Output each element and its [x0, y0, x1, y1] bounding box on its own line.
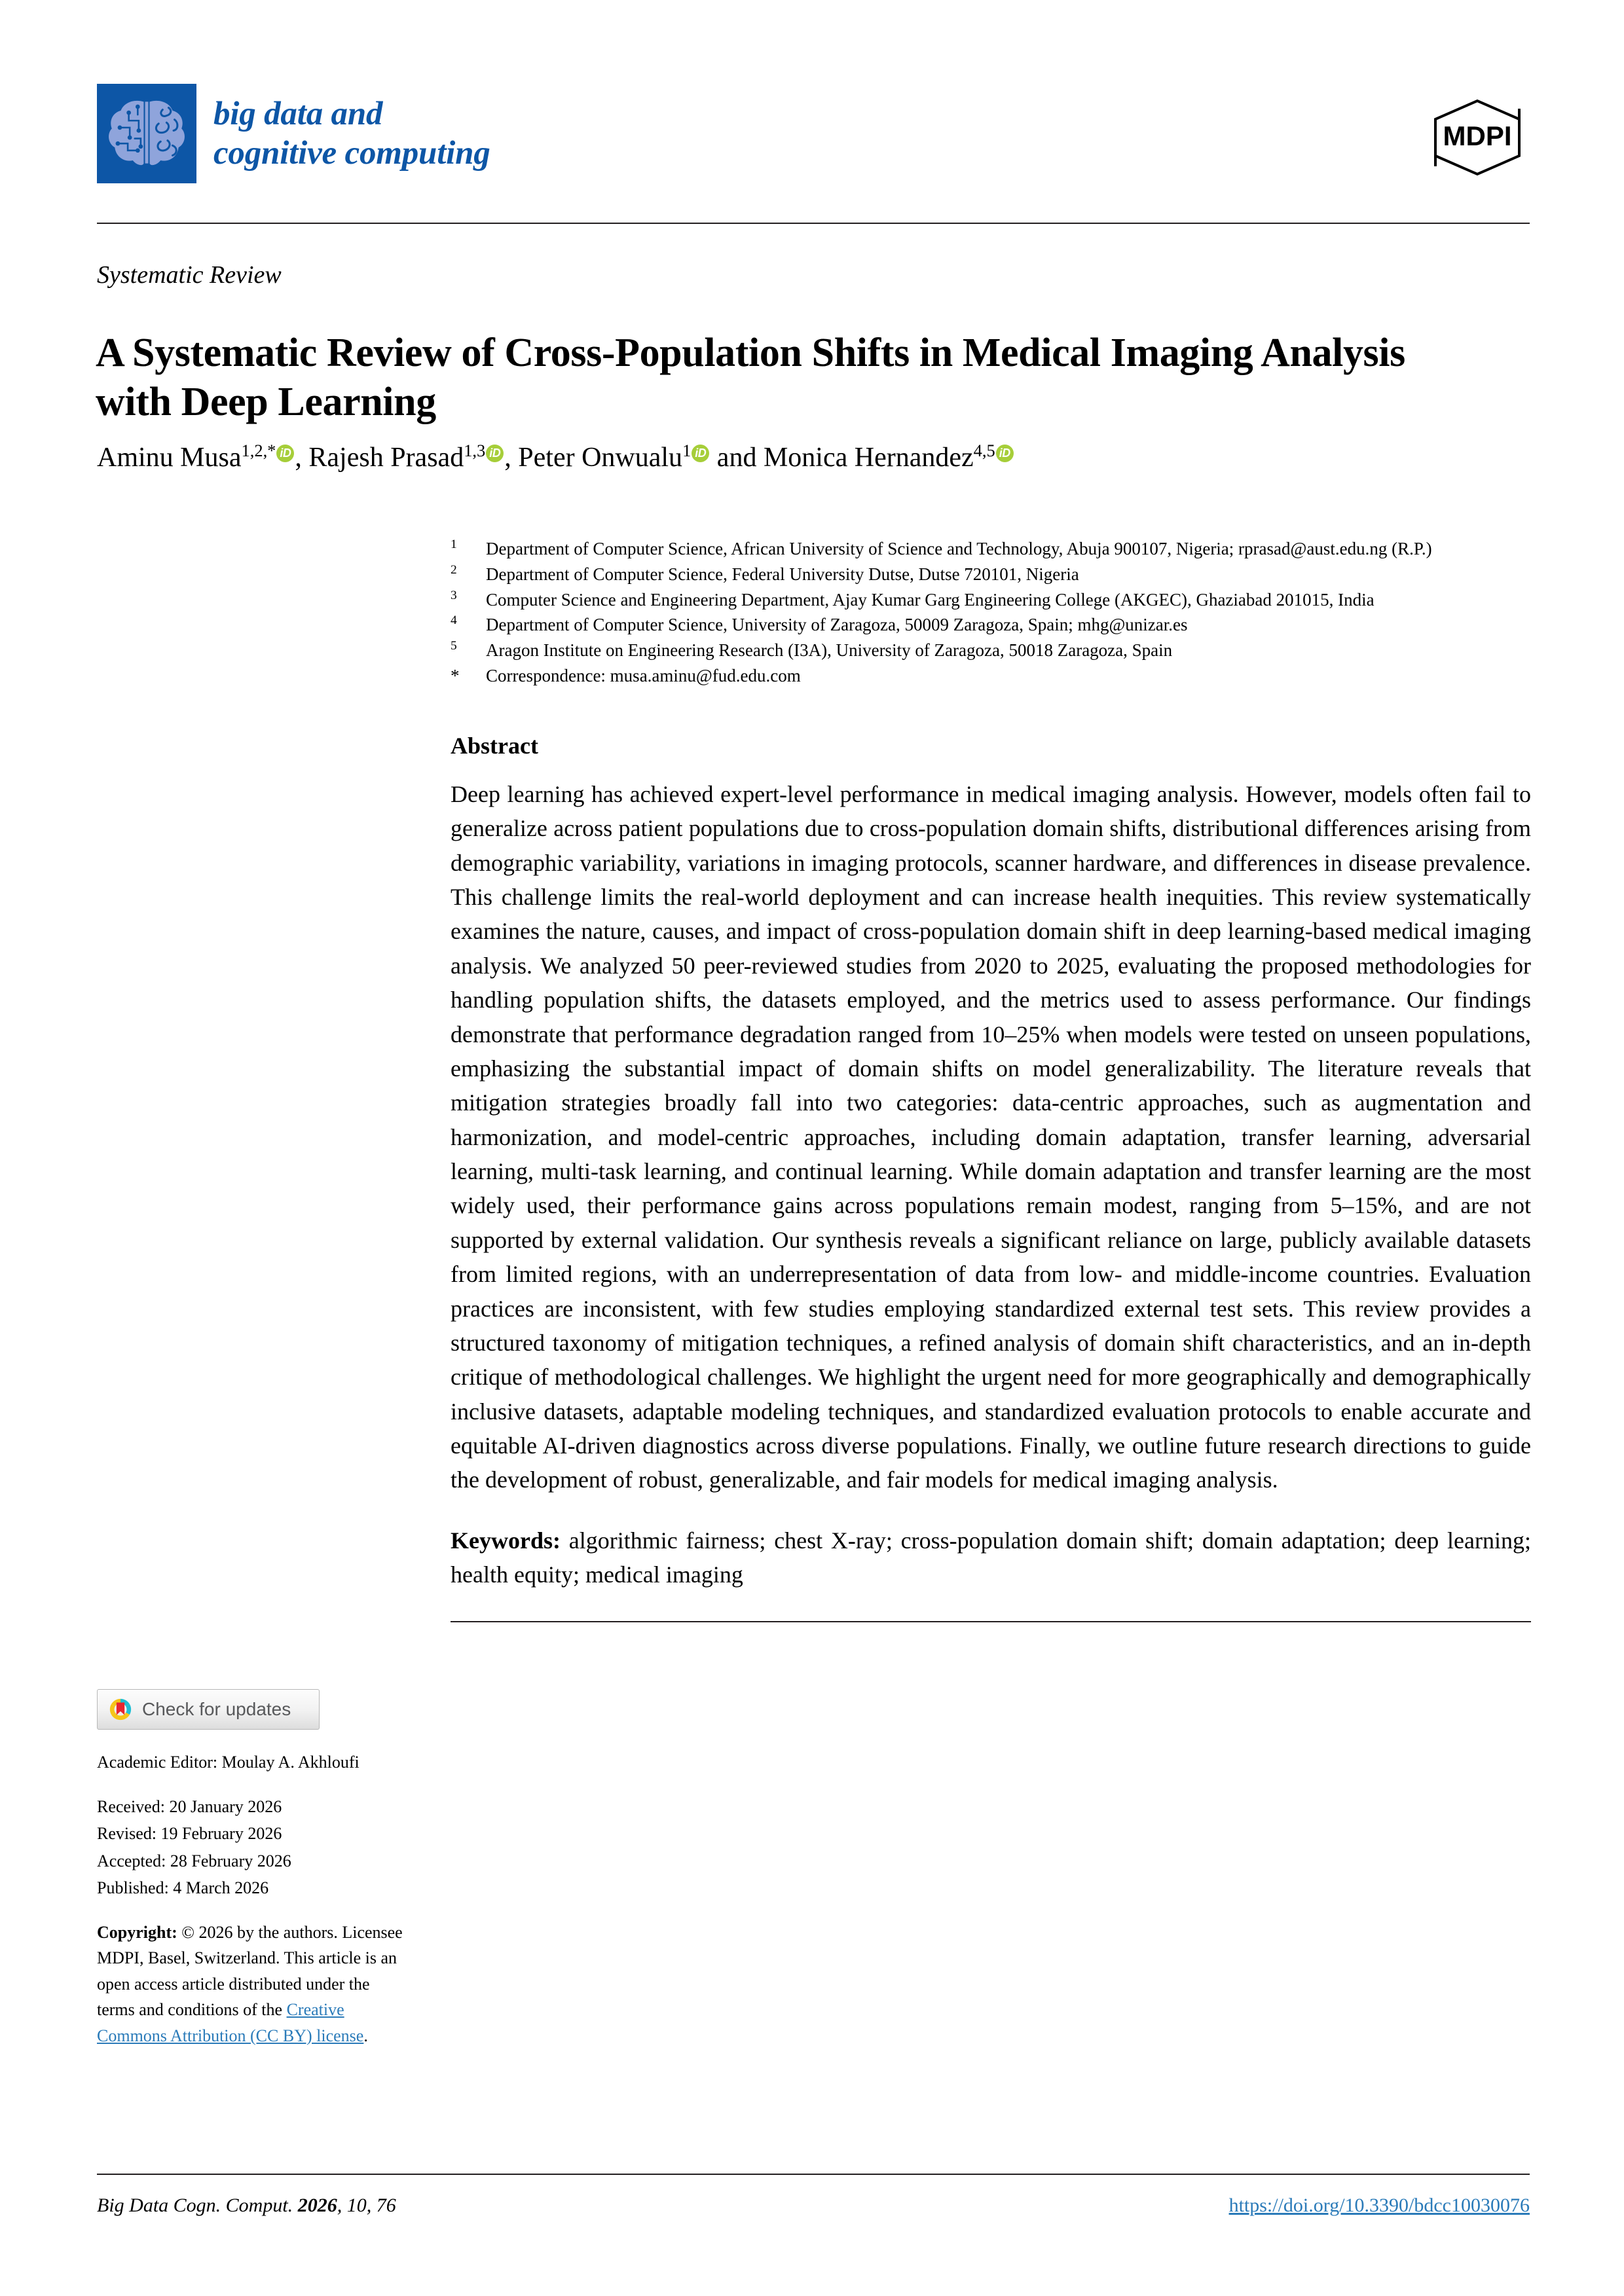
- correspondence-item: [451, 664, 1531, 689]
- affiliation-text: Computer Science and Engineering Department, Ajay Kumar Garg Engineering College (AKGEC), Ghaziabad 201015, India: [486, 589, 1375, 610]
- affiliation-item: [451, 562, 1531, 587]
- affiliation-item: [451, 537, 1531, 562]
- footer-divider: [97, 2174, 1530, 2175]
- correspondence-marker: *: [451, 665, 460, 685]
- orcid-icon[interactable]: iD: [276, 445, 294, 462]
- article-type-label: Systematic Review: [97, 261, 282, 289]
- page-title: A Systematic Review of Cross-Population Shifts in Medical Imaging Analysis with Deep Learning: [96, 330, 1405, 424]
- author-affil-sup: 4,5: [973, 441, 995, 460]
- affiliation-text: Department of Computer Science, University of Zaragoza, 50009 Zaragoza, Spain; mhg@unizar.es: [486, 615, 1188, 635]
- affiliation-marker: 3: [451, 588, 457, 602]
- journal-title: [213, 94, 490, 173]
- correspondence-text: Correspondence: musa.aminu@fud.edu.com: [486, 665, 801, 685]
- journal-title-line2: cognitive computing: [213, 135, 490, 172]
- main-column: [451, 537, 1531, 1622]
- crossmark-icon: [108, 1697, 133, 1722]
- keywords-divider: [451, 1621, 1531, 1622]
- affiliation-text: Department of Computer Science, African University of Science and Technology, Abuja 900107, Nigeria; rprasad@aust.edu.ng (R.P.): [486, 539, 1432, 558]
- author-separator: ,: [295, 443, 309, 473]
- author-entry: [97, 443, 295, 473]
- copyright-notice: [97, 1920, 405, 2049]
- affiliation-marker: 2: [451, 562, 457, 577]
- received-date: Received: 20 January 2026: [97, 1796, 282, 1816]
- abstract-text: Deep learning has achieved expert-level performance in medical imaging analysis. However, models often fail to generalize across patient populations due to cross-population domain shifts, distributional differences arising from demographic variability, variations in imaging protocols, scanner hardware, and differences in disease prevalence. This challenge limits the real-world deployment and can increase health inequities. This review systematically examines the nature, causes, and impact of cross-population domain shift in deep learning-based medical imaging analysis. We analyzed 50 peer-reviewed studies from 2020 to 2025, evaluating the proposed methodologies for handling population shifts, the datasets employed, and the metrics used to assess performance. Our findings demonstrate that performance degradation ranged from 10–25% when models were tested on unseen populations, emphasizing the substantial impact of domain shifts on model generalizability. The literature reveals that mitigation strategies broadly fall into two categories: data-centric approaches, such as augmentation and harmonization, and model-centric approaches, including domain adaptation, transfer learning, adversarial learning, multi-task learning, and continual learning. While domain adaptation and transfer learning are the most widely used, their performance gains across populations remain modest, ranging from 5–15%, and are not supported by external validation. Our synthesis reveals a significant reliance on large, publicly available datasets from limited regions, with an underrepresentation of data from low- and middle-income countries. Evaluation practices are inconsistent, with few studies employing standardized external test sets. This review provides a structured taxonomy of mitigation techniques, a refined analysis of domain shift characteristics, and an in-depth critique of methodological challenges. We highlight the urgent need for more geographically and demographically inclusive datasets, adaptable modeling techniques, and standardized evaluation protocols to enable accurate and equitable AI-driven diagnostics across diverse populations. Finally, we outline future research directions to guide the development of robust, generalizable, and fair models for medical imaging analysis.: [451, 780, 1531, 1493]
- orcid-icon[interactable]: iD: [996, 445, 1014, 462]
- revised-date: Revised: 19 February 2026: [97, 1824, 282, 1844]
- keywords-block: [451, 1523, 1531, 1592]
- author-entry: [308, 443, 504, 473]
- copyright-tail: .: [363, 2026, 368, 2045]
- orcid-icon[interactable]: iD: [692, 445, 709, 462]
- affiliation-marker: 5: [451, 639, 457, 653]
- author-separator: and: [710, 443, 764, 473]
- orcid-icon[interactable]: iD: [486, 445, 504, 462]
- affiliation-item: [451, 638, 1531, 663]
- author-name: Rajesh Prasad: [308, 443, 464, 473]
- journal-citation: [97, 2195, 396, 2217]
- affiliation-list: [451, 537, 1531, 689]
- author-name: Aminu Musa: [97, 443, 242, 473]
- journal-title-line1: big data and: [213, 95, 383, 132]
- author-name: Peter Onwualu: [518, 443, 683, 473]
- citation-prefix: Big Data Cogn. Comput.: [97, 2195, 298, 2216]
- affiliation-item: [451, 613, 1531, 638]
- author-list: [97, 440, 1530, 476]
- author-affil-sup: 1: [682, 441, 692, 460]
- brain-logo-icon: [97, 84, 196, 183]
- copyright-text: © 2026 by the authors. Licensee MDPI, Basel, Switzerland. This article is an open access article distributed under the terms and conditions of the: [97, 1922, 403, 2020]
- affiliation-text: Aragon Institute on Engineering Research (I3A), University of Zaragoza, 50018 Zaragoza, Spain: [486, 640, 1173, 661]
- mdpi-logo-icon: [1425, 96, 1530, 179]
- author-entry: [518, 443, 710, 473]
- keywords-label: Keywords:: [451, 1527, 561, 1554]
- doi-link[interactable]: https://doi.org/10.3390/bdcc10030076: [1228, 2195, 1530, 2216]
- abstract-heading: Abstract: [451, 732, 538, 759]
- check-for-updates-label: Check for updates: [142, 1698, 291, 1719]
- published-date: Published: 4 March 2026: [97, 1878, 269, 1898]
- affiliation-text: Department of Computer Science, Federal University Dutse, Dutse 720101, Nigeria: [486, 564, 1079, 584]
- author-affil-sup: 1,3: [464, 441, 486, 460]
- cc-by-license-link[interactable]: Creative Commons Attribution (CC BY) license: [97, 2000, 364, 2045]
- page-header: [97, 84, 1530, 208]
- affiliation-marker: 1: [451, 538, 457, 551]
- page-footer: [97, 2195, 1530, 2217]
- author-separator: ,: [504, 443, 519, 473]
- author-name: Monica Hernandez: [763, 443, 974, 473]
- author-entry: [764, 443, 1014, 473]
- journal-brand: [97, 84, 490, 183]
- author-affil-sup: 1,2,*: [241, 441, 276, 460]
- check-for-updates-button[interactable]: [97, 1689, 320, 1730]
- sidebar-metadata: [97, 1689, 405, 2049]
- header-divider: [97, 223, 1530, 224]
- mdpi-wordmark: MDPI: [1443, 120, 1512, 151]
- affiliation-item: [451, 588, 1531, 613]
- affiliation-marker: 4: [451, 613, 457, 628]
- academic-editor: Academic Editor: Moulay A. Akhloufi: [97, 1753, 360, 1772]
- copyright-label: Copyright:: [97, 1922, 177, 1942]
- citation-year: 2026: [297, 2195, 337, 2216]
- accepted-date: Accepted: 28 February 2026: [97, 1851, 291, 1870]
- citation-suffix: , 10, 76: [337, 2195, 396, 2216]
- keywords-text: algorithmic fairness; chest X-ray; cross-population domain shift; domain adaptation; deep learning; health equity; medical imaging: [451, 1527, 1531, 1588]
